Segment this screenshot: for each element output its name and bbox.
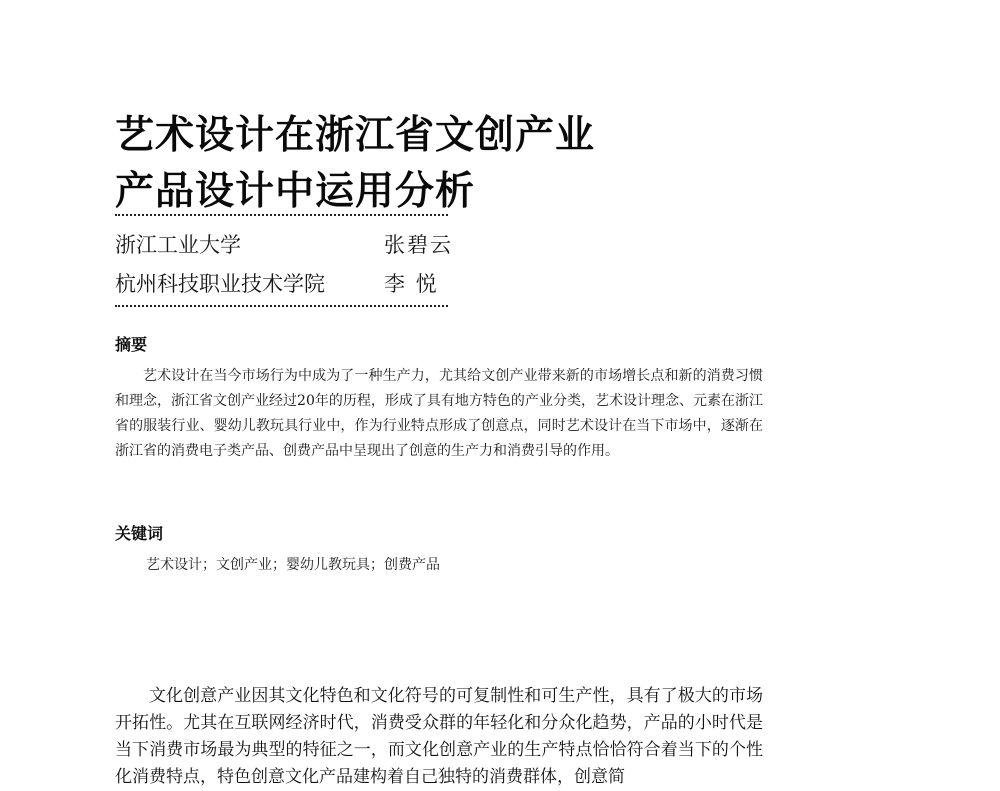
abstract-text: 艺术设计在当今市场行为中成为了一种生产力，尤其给文创产业带来新的市场增长点和新的消费习惯和理念，浙江省文创产业经过20年的历程，形成了具有地方特色的产业分类，艺术设计理念、元素在浙江省的服装行业、婴幼儿教玩具行业中，作为行业特点形成了创意点，同时艺术设计在当下市场中，逐渐在浙江省的消费电子类产品、创费产品中呈现出了创意的生产力和消费引导的作用。 — [115, 368, 763, 459]
author-row — [115, 265, 455, 304]
keywords-text: 艺术设计；文创产业；婴幼儿教玩具；创费产品 — [146, 557, 440, 573]
paper-title — [115, 108, 595, 220]
author-block — [115, 226, 455, 304]
author-name: 李 悦 — [384, 272, 439, 296]
author-affiliation: 杭州科技职业技术学院 — [115, 272, 325, 296]
paper-title-line-2: 产品设计中运用分析 — [115, 169, 476, 214]
dotted-divider-top — [115, 214, 448, 216]
dotted-divider-bottom — [115, 305, 448, 307]
author-name: 张碧云 — [384, 233, 453, 257]
body-paragraph: 文化创意产业因其文化特色和文化符号的可复制性和可生产性，具有了极大的市场开拓性。尤其在互联网经济时代，消费受众群的年轻化和分众化趋势，产品的小时代是当下消费市场最为典型的特征之一，而文化创意产业的生产特点恰恰符合着当下的个性化消费特点，特色创意文化产品建构着自己独特的消费群体，创意简 — [115, 686, 763, 787]
author-row — [115, 226, 455, 265]
author-affiliation: 浙江工业大学 — [115, 233, 241, 257]
paper-title-line-1: 艺术设计在浙江省文创产业 — [115, 113, 596, 158]
keywords-heading: 关键词 — [115, 524, 164, 543]
abstract-heading: 摘要 — [115, 335, 148, 354]
